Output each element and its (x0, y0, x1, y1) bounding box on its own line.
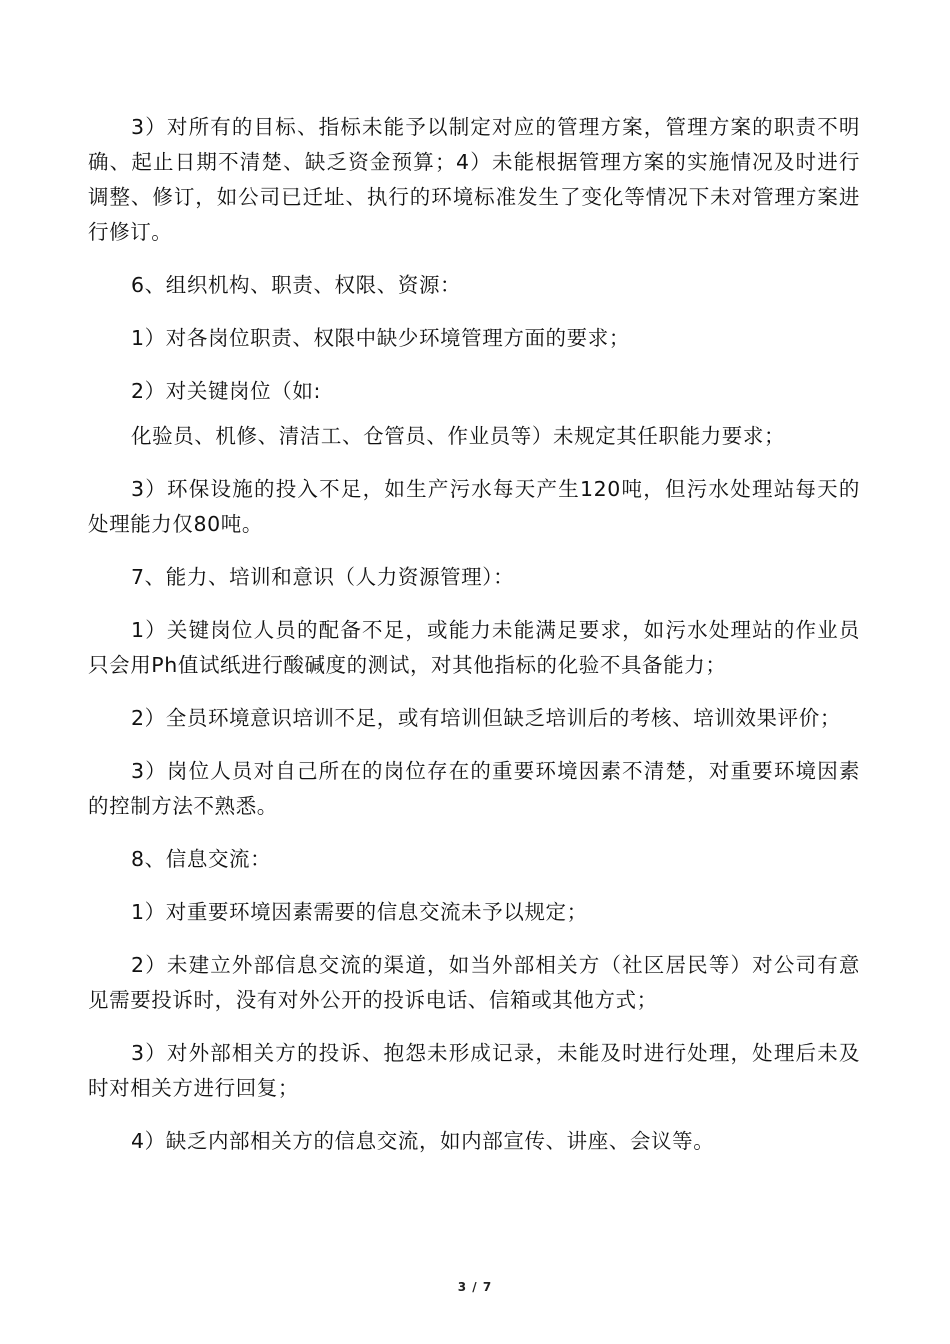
paragraph-competence-item-2: 2）全员环境意识培训不足，或有培训但缺乏培训后的考核、培训效果评价； (131, 706, 841, 730)
paragraph-management-plan: 3）对所有的目标、指标未能予以制定对应的管理方案，管理方案的职责不明确、起止日期不清楚、缺乏资金预算；4）未能根据管理方案的实施情况及时进行调整、修订，如公司已迁址、执行的环境标准发生了变化等情况下未对管理方案进行修订。 (88, 115, 860, 244)
paragraph-org-item-1: 1）对各岗位职责、权限中缺少环境管理方面的要求； (131, 326, 630, 350)
paragraph-competence-item-1: 1）关键岗位人员的配备不足，或能力未能满足要求，如污水处理站的作业员只会用Ph值试纸进行酸碱度的测试，对其他指标的化验不具备能力； (88, 618, 860, 677)
paragraph-org-item-3: 3）环保设施的投入不足，如生产污水每天产生120吨，但污水处理站每天的处理能力仅80吨。 (88, 477, 860, 536)
paragraph-org-item-2: 2）对关键岗位（如: (131, 379, 321, 403)
section-heading-organization: 6、组织机构、职责、权限、资源： (131, 273, 462, 297)
paragraph-org-item-2-continued: 化验员、机修、清洁工、仓管员、作业员等）未规定其任职能力要求； (131, 424, 786, 448)
document-body (88, 110, 860, 1177)
paragraph-communication-item-3: 3）对外部相关方的投诉、抱怨未形成记录，未能及时进行处理，处理后未及时对相关方进行回复； (88, 1041, 860, 1100)
section-heading-competence: 7、能力、培训和意识（人力资源管理）： (131, 565, 515, 589)
paragraph-communication-item-1: 1）对重要环境因素需要的信息交流未予以规定； (131, 900, 588, 924)
page-number: 3 / 7 (457, 1280, 493, 1294)
paragraph-communication-item-4: 4）缺乏内部相关方的信息交流，如内部宣传、讲座、会议等。 (131, 1129, 715, 1153)
section-heading-communication: 8、信息交流： (131, 847, 272, 871)
paragraph-competence-item-3: 3）岗位人员对自己所在的岗位存在的重要环境因素不清楚，对重要环境因素的控制方法不熟悉。 (88, 759, 860, 818)
paragraph-communication-item-2: 2）未建立外部信息交流的渠道，如当外部相关方（社区居民等）对公司有意见需要投诉时，没有对外公开的投诉电话、信箱或其他方式； (88, 953, 860, 1012)
